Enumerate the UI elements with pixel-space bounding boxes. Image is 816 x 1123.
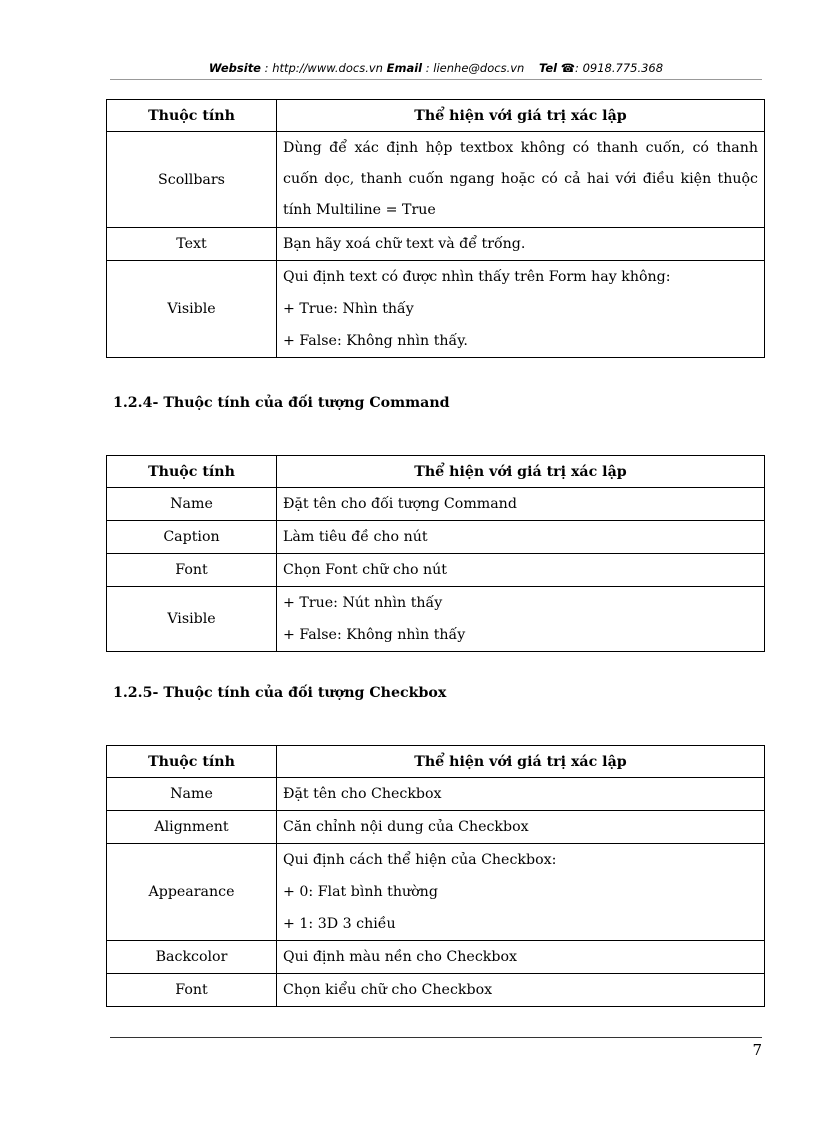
website-label: Website: [208, 61, 261, 75]
column-header: Thuộc tính: [107, 100, 277, 132]
description-cell: Bạn hãy xoá chữ text và để trống.: [277, 228, 765, 261]
property-cell: Appearance: [107, 844, 277, 941]
table-row: [107, 488, 765, 521]
description-cell: Chọn Font chữ cho nút: [277, 554, 765, 587]
table-row: [107, 844, 765, 941]
property-cell: Scollbars: [107, 132, 277, 228]
table-row: [107, 132, 765, 228]
description-cell: Đặt tên cho đối tượng Command: [277, 488, 765, 521]
phone-icon: ☎: [560, 61, 576, 75]
property-cell: Caption: [107, 521, 277, 554]
column-header: Thuộc tính: [107, 746, 277, 778]
property-cell: Font: [107, 974, 277, 1007]
description-cell: Làm tiêu đề cho nút: [277, 521, 765, 554]
property-cell: Name: [107, 778, 277, 811]
tel-number: 0918.775.368: [582, 61, 664, 75]
website-link[interactable]: http://www.docs.vn: [272, 61, 383, 75]
description-cell: Căn chỉnh nội dung của Checkbox: [277, 811, 765, 844]
property-cell: Font: [107, 554, 277, 587]
table-row: [107, 941, 765, 974]
page-number: 7: [752, 1041, 762, 1059]
table-row: [107, 554, 765, 587]
table-header-row: [107, 456, 765, 488]
column-header: Thể hiện với giá trị xác lập: [277, 100, 765, 132]
property-cell: Visible: [107, 587, 277, 652]
property-cell: Name: [107, 488, 277, 521]
property-cell: Text: [107, 228, 277, 261]
column-header: Thuộc tính: [107, 456, 277, 488]
section-heading-command: 1.2.4- Thuộc tính của đối tượng Command: [113, 395, 450, 411]
table-row: [107, 521, 765, 554]
checkbox-properties-table: [106, 745, 765, 1007]
command-properties-table: [106, 455, 765, 652]
description-cell: Đặt tên cho Checkbox: [277, 778, 765, 811]
property-cell: Visible: [107, 261, 277, 358]
tel-label: Tel: [538, 61, 558, 75]
email-label: Email: [386, 61, 423, 75]
footer-divider: [110, 1037, 762, 1038]
email-link[interactable]: lienhe@docs.vn: [433, 61, 525, 75]
section-heading-checkbox: 1.2.5- Thuộc tính của đối tượng Checkbox: [113, 685, 447, 701]
property-cell: Backcolor: [107, 941, 277, 974]
column-header: Thể hiện với giá trị xác lập: [277, 456, 765, 488]
description-cell: Qui định màu nền cho Checkbox: [277, 941, 765, 974]
property-cell: Alignment: [107, 811, 277, 844]
description-cell: Qui định text có được nhìn thấy trên Form hay không: + True: Nhìn thấy + False: Không nhìn thấy.: [277, 261, 765, 358]
table-row: [107, 261, 765, 358]
page-header: Website : http://www.docs.vn Email : lienhe@docs.vn Tel ☎: 0918.775.368: [208, 61, 664, 75]
table-row: [107, 974, 765, 1007]
table-header-row: [107, 100, 765, 132]
textbox-properties-table: [106, 99, 765, 358]
table-row: [107, 778, 765, 811]
description-cell: Dùng để xác định hộp textbox không có thanh cuốn, có thanh cuốn dọc, thanh cuốn ngang hoặc có cả hai với điều kiện thuộc tính Multiline = True: [277, 132, 765, 228]
description-cell: Qui định cách thể hiện của Checkbox: + 0: Flat bình thường + 1: 3D 3 chiều: [277, 844, 765, 941]
table-row: [107, 811, 765, 844]
header-divider: [110, 79, 762, 80]
description-cell: Chọn kiểu chữ cho Checkbox: [277, 974, 765, 1007]
table-row: [107, 228, 765, 261]
table-row: [107, 587, 765, 652]
description-cell: + True: Nút nhìn thấy + False: Không nhìn thấy: [277, 587, 765, 652]
table-header-row: [107, 746, 765, 778]
column-header: Thể hiện với giá trị xác lập: [277, 746, 765, 778]
